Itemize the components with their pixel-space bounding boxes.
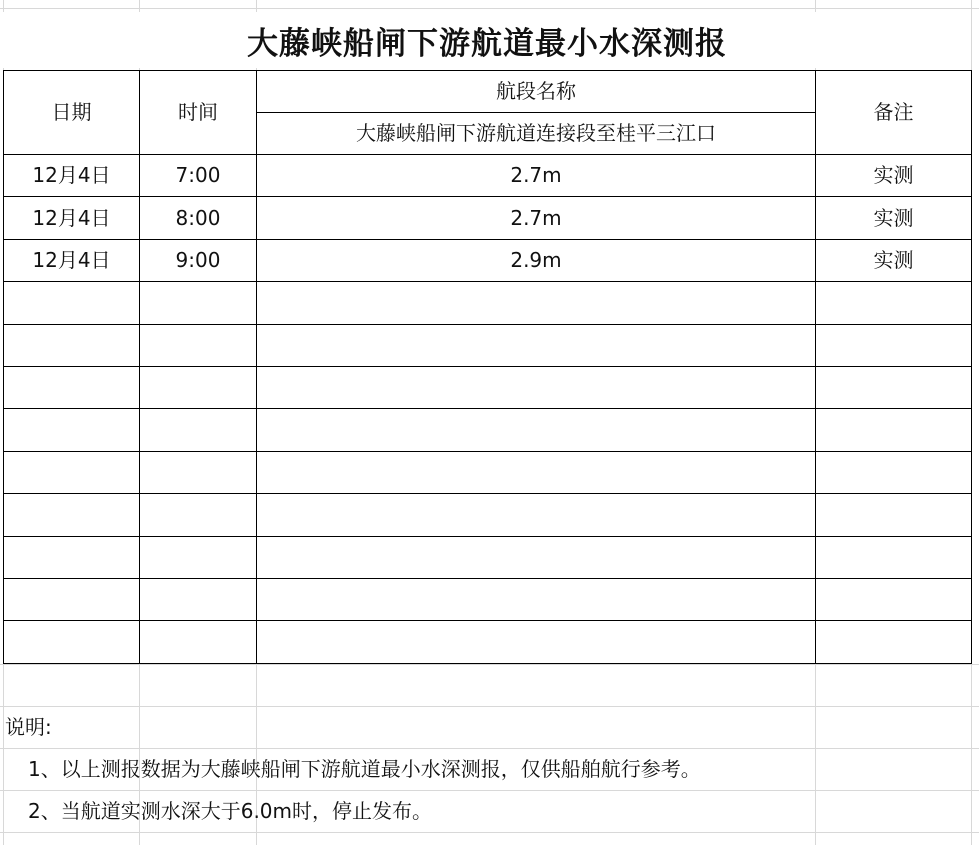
empty-row xyxy=(4,536,972,578)
empty-cell[interactable] xyxy=(816,282,972,324)
note-item: 2、当航道实测水深大于6.0m时，停止发布。 xyxy=(28,799,433,823)
cell-depth: 2.7m xyxy=(257,197,816,239)
empty-cell[interactable] xyxy=(257,366,816,408)
cell-date: 12月4日 xyxy=(4,197,140,239)
report-title: 大藤峡船闸下游航道最小水深测报 xyxy=(3,12,971,68)
empty-row xyxy=(4,621,972,663)
notes-label: 说明: xyxy=(5,715,52,739)
gridline xyxy=(0,664,979,665)
gridline xyxy=(0,832,979,833)
empty-cell[interactable] xyxy=(816,409,972,451)
empty-cell[interactable] xyxy=(140,451,257,493)
empty-cell[interactable] xyxy=(4,366,140,408)
empty-cell[interactable] xyxy=(4,621,140,663)
empty-cell[interactable] xyxy=(4,578,140,620)
cell-depth: 2.7m xyxy=(257,155,816,197)
empty-cell[interactable] xyxy=(816,366,972,408)
empty-cell[interactable] xyxy=(816,324,972,366)
empty-cell[interactable] xyxy=(257,578,816,620)
header-date: 日期 xyxy=(4,71,140,155)
empty-row xyxy=(4,494,972,536)
gridline xyxy=(0,8,979,9)
empty-cell[interactable] xyxy=(257,409,816,451)
empty-row xyxy=(4,366,972,408)
header-section-name: 大藤峡船闸下游航道连接段至桂平三江口 xyxy=(257,113,816,155)
empty-cell[interactable] xyxy=(4,282,140,324)
cell-date: 12月4日 xyxy=(4,239,140,281)
cell-date: 12月4日 xyxy=(4,155,140,197)
cell-depth: 2.9m xyxy=(257,239,816,281)
empty-cell[interactable] xyxy=(257,621,816,663)
empty-cell[interactable] xyxy=(257,324,816,366)
depth-report-table xyxy=(3,70,972,664)
note-item: 1、以上测报数据为大藤峡船闸下游航道最小水深测报，仅供船舶航行参考。 xyxy=(28,757,701,781)
empty-cell[interactable] xyxy=(816,621,972,663)
empty-cell[interactable] xyxy=(4,409,140,451)
empty-cell[interactable] xyxy=(816,578,972,620)
empty-cell[interactable] xyxy=(816,451,972,493)
header-remark: 备注 xyxy=(816,71,972,155)
empty-cell[interactable] xyxy=(140,621,257,663)
empty-cell[interactable] xyxy=(257,282,816,324)
empty-cell[interactable] xyxy=(4,451,140,493)
empty-cell[interactable] xyxy=(4,324,140,366)
empty-cell[interactable] xyxy=(140,494,257,536)
cell-remark: 实测 xyxy=(816,155,972,197)
empty-cell[interactable] xyxy=(140,324,257,366)
empty-cell[interactable] xyxy=(816,536,972,578)
empty-cell[interactable] xyxy=(4,536,140,578)
empty-cell[interactable] xyxy=(140,409,257,451)
cell-remark: 实测 xyxy=(816,239,972,281)
empty-row xyxy=(4,282,972,324)
table-row xyxy=(4,239,972,281)
table-row xyxy=(4,155,972,197)
empty-cell[interactable] xyxy=(257,536,816,578)
empty-cell[interactable] xyxy=(257,494,816,536)
cell-time: 7:00 xyxy=(140,155,257,197)
table-row xyxy=(4,197,972,239)
header-section-label: 航段名称 xyxy=(257,71,816,113)
empty-row xyxy=(4,324,972,366)
empty-cell[interactable] xyxy=(140,282,257,324)
cell-time: 8:00 xyxy=(140,197,257,239)
empty-cell[interactable] xyxy=(4,494,140,536)
empty-row xyxy=(4,451,972,493)
empty-row xyxy=(4,578,972,620)
empty-cell[interactable] xyxy=(257,451,816,493)
empty-cell[interactable] xyxy=(816,494,972,536)
header-time: 时间 xyxy=(140,71,257,155)
empty-cell[interactable] xyxy=(140,578,257,620)
empty-cell[interactable] xyxy=(140,536,257,578)
empty-cell[interactable] xyxy=(140,366,257,408)
empty-row xyxy=(4,409,972,451)
cell-time: 9:00 xyxy=(140,239,257,281)
header-row xyxy=(4,71,972,113)
cell-remark: 实测 xyxy=(816,197,972,239)
